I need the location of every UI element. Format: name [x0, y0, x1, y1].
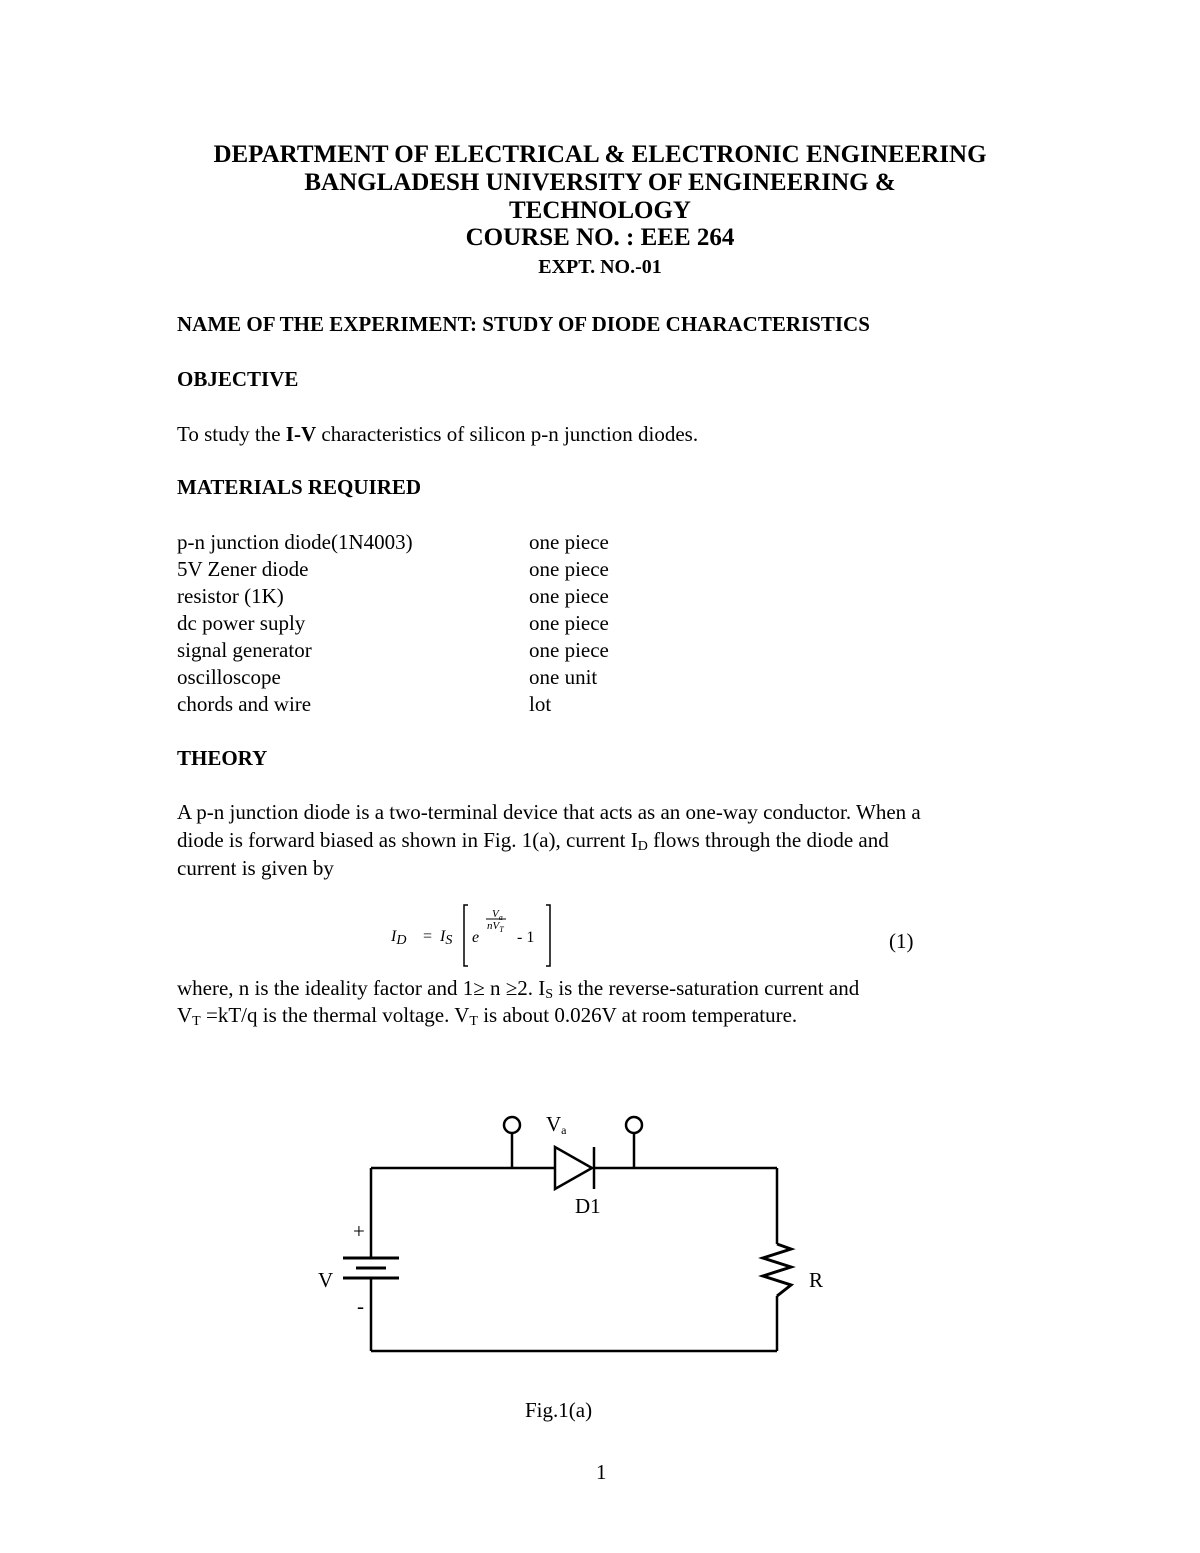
battery-symbol	[343, 1258, 399, 1278]
theory-heading: THEORY	[177, 746, 268, 770]
material-qty: one piece	[529, 638, 609, 662]
material-qty: one piece	[529, 557, 609, 581]
material-qty: one piece	[529, 530, 609, 554]
theory-paragraph-line2: diode is forward biased as shown in Fig. 1(a), current $I_D$ flows through the diode and	[177, 828, 889, 854]
terminal-right	[626, 1117, 642, 1133]
material-qty: lot	[529, 692, 552, 716]
theory-paragraph-line1: A p-n junction diode is a two-terminal device that acts as an one-way conductor. When a	[177, 800, 921, 824]
diode-symbol	[555, 1147, 594, 1189]
theory-paragraph-line3: current is given by	[177, 856, 334, 880]
page-number: 1	[596, 1460, 607, 1484]
university-title-line1: BANGLADESH UNIVERSITY OF ENGINEERING &	[304, 169, 896, 196]
material-name: 5V Zener diode	[177, 557, 309, 581]
resistor-symbol	[763, 1244, 791, 1296]
material-qty: one piece	[529, 611, 609, 635]
objective-heading: OBJECTIVE	[177, 367, 299, 391]
material-name: p-n junction diode(1N4003)	[177, 530, 413, 554]
objective-text: To study the I-V characteristics of silicon p-n junction diodes.	[177, 422, 699, 446]
material-qty: one unit	[529, 665, 598, 689]
equation-brackets	[464, 905, 550, 966]
terminal-left	[504, 1117, 520, 1133]
experiment-number: EXPT. NO.-01	[538, 256, 662, 278]
plus-label: +	[353, 1219, 365, 1243]
materials-heading: MATERIALS REQUIRED	[177, 475, 422, 499]
material-qty: one piece	[529, 584, 609, 608]
theory-paragraph-line4: where, n is the ideality factor and 1≥ n ≥2. $I_S$ is the reverse-saturation current and	[177, 976, 860, 1002]
theory-paragraph-line5: $V_T =kT/q$ is the thermal voltage. $V_T$ is about 0.026V at room temperature.	[177, 1003, 798, 1029]
diode-label: D1	[575, 1194, 601, 1218]
material-name: resistor (1K)	[177, 584, 284, 608]
material-name: oscilloscope	[177, 665, 281, 689]
department-title: DEPARTMENT OF ELECTRICAL & ELECTRONIC ENGINEERING	[213, 141, 987, 168]
resistor-label: R	[809, 1268, 824, 1292]
va-label: $V_a$	[546, 1112, 567, 1137]
course-number: COURSE NO. : EEE 264	[465, 224, 735, 251]
material-name: dc power suply	[177, 611, 306, 635]
source-label: V	[318, 1268, 334, 1292]
material-name: signal generator	[177, 638, 312, 662]
material-name: chords and wire	[177, 692, 312, 716]
document-page: DEPARTMENT OF ELECTRICAL & ELECTRONIC ENGINEERING BANGLADESH UNIVERSITY OF ENGINEERING & TECHNOLOGY COURSE NO. : EEE 264 EXPT. NO.-01 NAME OF THE EXPERIMENT: STUDY OF DIODE CHARACTERISTICS OBJECTIVE To study the I-V characteristics of silicon p-n junction diodes. MATERIALS REQUIRED p-n junction diode(1N4003) one piece 5V Zener diode one piece resistor (1K) one piece dc power suply one piece signal generator one piece oscilloscope one unit chords and wire lot THEORY A p-n junction diode is a two-terminal device that acts as an one-way conductor. When a diode is forward biased as shown in Fig. 1(a), current $I_D$ flows through the diode and current is given by $I_D$ = $I_S$ e $V_a$ $nV_T$ - 1 (1) where, n is the ideality factor and 1≥ n ≥2. $I_S$ is the reverse-saturation current and $V_T =kT/q$ is the thermal voltage. $V_T$ is about 0.026V at room temperature. $V_a$ D1 + - V R Fig.1(a) 1	[0, 0, 1200, 1553]
university-title-line2: TECHNOLOGY	[509, 197, 691, 224]
experiment-name: NAME OF THE EXPERIMENT: STUDY OF DIODE CHARACTERISTICS	[177, 312, 870, 336]
minus-label: -	[357, 1294, 364, 1318]
figure-caption: Fig.1(a)	[525, 1398, 593, 1422]
equation-number: (1)	[889, 929, 914, 953]
